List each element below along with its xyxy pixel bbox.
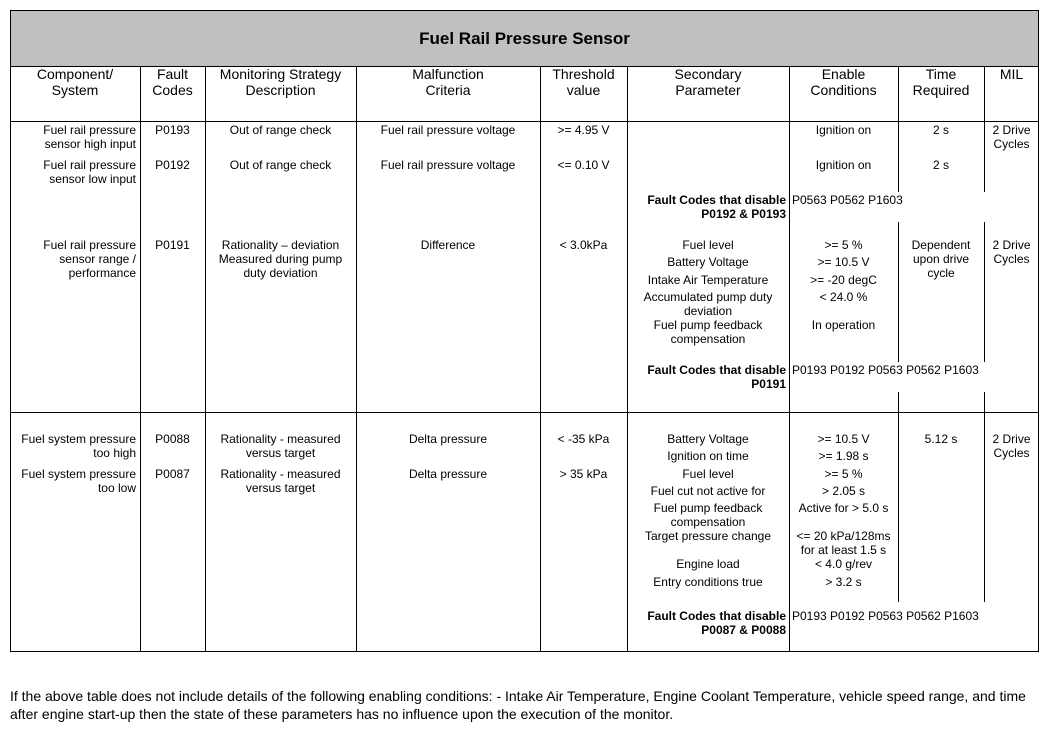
- mil-cell: 2 Drive Cycles: [992, 238, 1031, 266]
- header-enable: Enable Conditions: [810, 66, 877, 98]
- header-criteria: Malfunction Criteria: [412, 66, 484, 98]
- mil-cell: 2 Drive Cycles: [992, 123, 1031, 151]
- time-cell: 5.12 s: [924, 432, 958, 446]
- component-cell: Fuel system pressure too low: [21, 467, 136, 495]
- fault-code-cell: P0192: [155, 158, 190, 172]
- col-divider: [540, 66, 541, 652]
- component-cell: Fuel rail pressure sensor range / performance: [43, 238, 136, 280]
- time-cell: Dependent upon drive cycle: [911, 238, 971, 280]
- col-divider: [356, 66, 357, 652]
- header-bottom-rule: [10, 121, 1039, 122]
- enable-cell: >= -20 degC: [810, 273, 877, 287]
- table-title: Fuel Rail Pressure Sensor: [11, 11, 1038, 67]
- header-component: Component/ System: [36, 66, 114, 98]
- threshold-cell: >= 4.95 V: [557, 123, 610, 137]
- header-secondary: Secondary Parameter: [674, 66, 742, 98]
- fault-code-cell: P0087: [155, 467, 190, 481]
- criteria-cell: Delta pressure: [408, 432, 488, 446]
- enable-cell: Ignition on: [815, 158, 872, 172]
- enable-cell: > 2.05 s: [821, 484, 866, 498]
- col-divider: [898, 392, 899, 602]
- secondary-param: Entry conditions true: [653, 575, 763, 589]
- disable-codes-list: P0563 P0562 P1603: [792, 193, 903, 207]
- secondary-param: Battery Voltage: [667, 255, 749, 269]
- header-fault-codes: Fault Codes: [152, 66, 193, 98]
- disable-codes-list: P0193 P0192 P0563 P0562 P1603: [792, 363, 979, 377]
- header-threshold: Threshold value: [552, 66, 615, 98]
- strategy-cell: Rationality – deviation Measured during pump duty deviation: [218, 238, 343, 280]
- threshold-cell: > 35 kPa: [559, 467, 608, 481]
- time-cell: 2 s: [932, 158, 949, 172]
- enable-cell: < 24.0 %: [819, 290, 868, 304]
- mil-cell: 2 Drive Cycles: [992, 432, 1031, 460]
- col-divider: [205, 66, 206, 652]
- col-divider: [140, 66, 141, 652]
- enable-cell: >= 5 %: [824, 467, 863, 481]
- criteria-cell: Fuel rail pressure voltage: [380, 123, 516, 137]
- threshold-cell: < -35 kPa: [557, 432, 610, 446]
- enable-cell: >= 10.5 V: [817, 432, 870, 446]
- disable-codes-label: Fault Codes that disable P0191: [647, 363, 786, 391]
- enable-cell: Ignition on: [815, 123, 872, 137]
- fault-code-cell: P0191: [155, 238, 190, 252]
- strategy-cell: Out of range check: [229, 123, 332, 137]
- secondary-param: Intake Air Temperature: [647, 273, 769, 287]
- secondary-param: Engine load: [676, 557, 740, 571]
- secondary-param: Fuel pump feedback compensation: [653, 501, 763, 529]
- component-cell: Fuel rail pressure sensor high input: [43, 123, 136, 151]
- header-mil: MIL: [999, 66, 1024, 82]
- header-time: Time Required: [912, 66, 970, 98]
- enable-cell: Active for > 5.0 s: [798, 501, 889, 515]
- secondary-param: Battery Voltage: [667, 432, 749, 446]
- threshold-cell: < 3.0kPa: [559, 238, 608, 252]
- criteria-cell: Fuel rail pressure voltage: [380, 158, 516, 172]
- enable-cell: < 4.0 g/rev: [814, 557, 873, 571]
- enable-cell: >= 5 %: [824, 238, 863, 252]
- secondary-param: Fuel cut not active for: [650, 484, 766, 498]
- component-cell: Fuel rail pressure sensor low input: [43, 158, 136, 186]
- enable-cell: >= 10.5 V: [817, 255, 870, 269]
- enable-cell: In operation: [811, 318, 876, 332]
- disable-codes-list: P0193 P0192 P0563 P0562 P1603: [792, 609, 979, 623]
- threshold-cell: <= 0.10 V: [557, 158, 610, 172]
- strategy-cell: Out of range check: [229, 158, 332, 172]
- enable-cell: <= 20 kPa/128ms for at least 1.5 s: [796, 529, 891, 557]
- component-cell: Fuel system pressure too high: [21, 432, 136, 460]
- secondary-param: Fuel level: [682, 467, 734, 481]
- secondary-param: Fuel pump feedback compensation: [653, 318, 763, 346]
- criteria-cell: Delta pressure: [408, 467, 488, 481]
- enable-cell: >= 1.98 s: [818, 449, 869, 463]
- secondary-param: Fuel level: [682, 238, 734, 252]
- disable-codes-label: Fault Codes that disable P0087 & P0088: [647, 609, 786, 637]
- footer-note: If the above table does not include details of the following enabling conditions: - Intake Air Temperature, Engine Coolant Temperature, vehicle speed range, and time after engine start-up then the state of these parameters has no influence upon the execution of the monitor.: [10, 688, 1026, 722]
- fault-code-cell: P0193: [155, 123, 190, 137]
- strategy-cell: Rationality - measured versus target: [220, 467, 341, 495]
- secondary-param: Accumulated pump duty deviation: [643, 290, 773, 318]
- secondary-param: Ignition on time: [667, 449, 749, 463]
- fault-code-cell: P0088: [155, 432, 190, 446]
- criteria-cell: Difference: [420, 238, 476, 252]
- col-divider: [984, 392, 985, 602]
- section-divider-rule: [10, 412, 1039, 413]
- secondary-param: Target pressure change: [644, 529, 772, 543]
- enable-cell: > 3.2 s: [825, 575, 862, 589]
- time-cell: 2 s: [932, 123, 949, 137]
- strategy-cell: Rationality - measured versus target: [220, 432, 341, 460]
- disable-codes-label: Fault Codes that disable P0192 & P0193: [647, 193, 786, 221]
- header-strategy: Monitoring Strategy Description: [219, 66, 342, 98]
